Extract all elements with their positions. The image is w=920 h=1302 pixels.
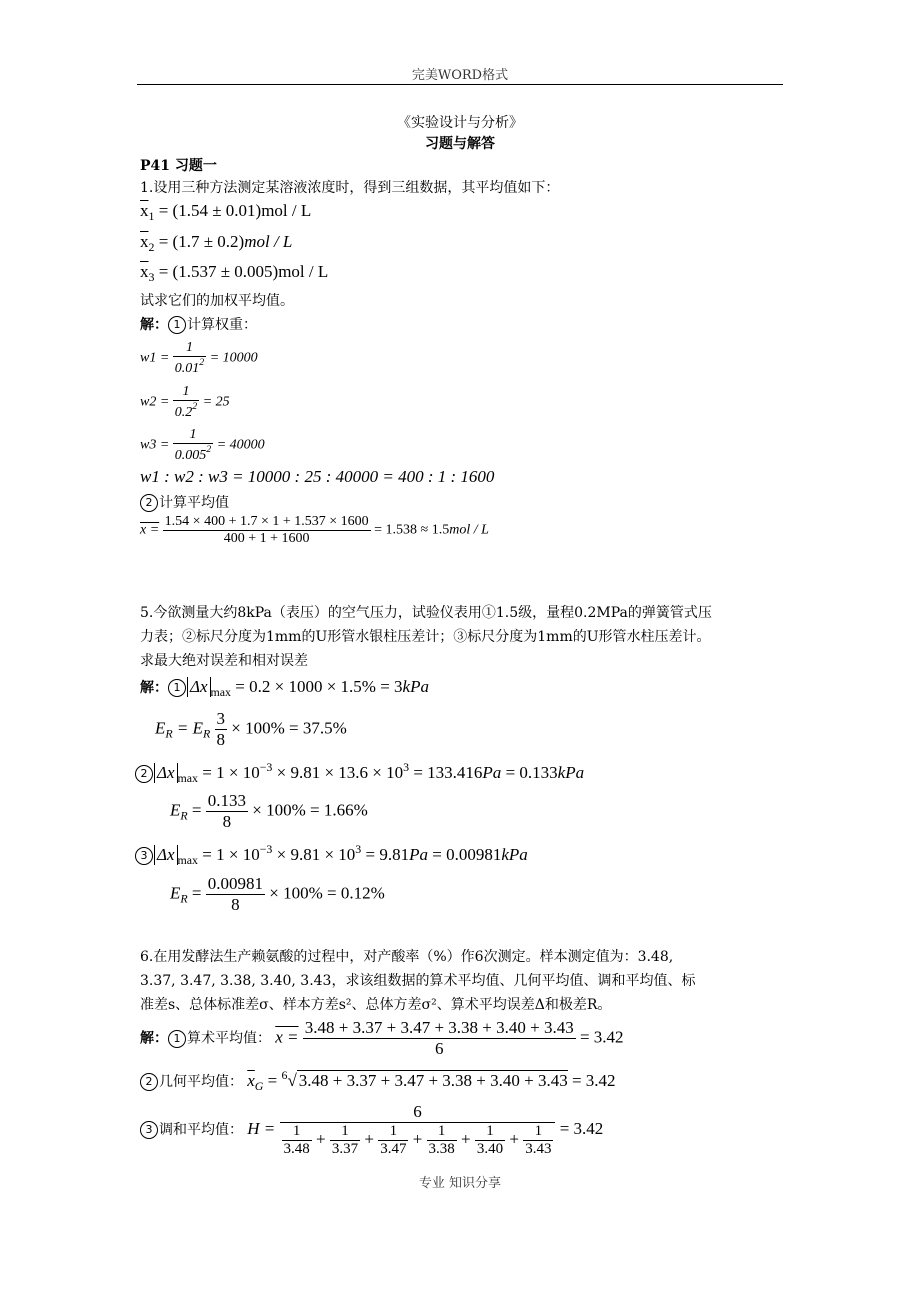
- circled-number: 1: [168, 316, 186, 334]
- w2-numerator: 1: [182, 384, 190, 399]
- x2-value: = (1.7 ± 0.2): [158, 232, 245, 251]
- mean-lhs: x =: [140, 522, 160, 538]
- reciprocal-numerator: 1: [292, 1123, 301, 1139]
- reciprocal-denominator: 3.37: [331, 1141, 359, 1157]
- q1-x3-equation: [140, 262, 328, 285]
- w2-denominator: 0.2: [174, 405, 193, 420]
- mean-unit: mol / L: [449, 522, 489, 538]
- circled-number: 2: [140, 1073, 158, 1091]
- circled-number: 2: [140, 494, 158, 512]
- q5-a-expr: = 0.2 × 1000 × 1.5% = 3: [235, 677, 403, 696]
- root-index: 6: [281, 1068, 288, 1082]
- q5-line1: 5.今欲测量大约8kPa（表压）的空气压力，试验仪表用①1.5级，量程0.2MPa的弹簧管式压: [140, 605, 712, 621]
- mean-rhs: = 1.538 ≈ 1.5: [374, 522, 450, 538]
- max-subscript: max: [177, 771, 199, 785]
- reciprocal-denominator: 3.38: [428, 1141, 455, 1157]
- q6-harm-mean: [140, 1102, 603, 1158]
- harm-mean-denominator: [280, 1122, 556, 1158]
- q5-c-equation: [135, 842, 528, 868]
- arith-mean-rhs: = 3.42: [579, 1027, 624, 1047]
- delta-x: Δx: [187, 677, 211, 697]
- harm-mean-rhs: = 3.42: [559, 1118, 604, 1138]
- q5-b-unit2: kPa: [557, 763, 585, 782]
- harm-mean-numerator: 6: [413, 1102, 422, 1121]
- arith-mean-denominator: 6: [303, 1038, 576, 1059]
- q5-a-equation: [140, 677, 429, 700]
- mean-numerator: 1.54 × 400 + 1.7 × 1 + 1.537 × 1600: [164, 514, 369, 529]
- mean-fraction: [163, 514, 371, 547]
- reciprocal-numerator: 1: [341, 1123, 349, 1139]
- plus-sign: +: [311, 1129, 330, 1149]
- circled-number: 3: [135, 847, 153, 865]
- q5-c-denominator: 8: [206, 894, 265, 915]
- x1-value: = (1.54 ± 0.01)mol / L: [158, 201, 312, 220]
- geo-mean-label: 几何平均值：: [159, 1075, 243, 1090]
- step-label: 计算平均值: [159, 495, 229, 511]
- q5-a-er-rhs: × 100% = 37.5%: [231, 718, 347, 738]
- q1-step2: [140, 492, 229, 512]
- q5-line2: 力表；②标尺分度为1mm的U形管水银柱压差计；③标尺分度为1mm的U形管水柱压差计。: [140, 629, 711, 645]
- circled-number: 2: [135, 765, 153, 783]
- q6-line3: 准差s、总体标准差σ、样本方差s²、总体方差σ²、算术平均误差Δ和极差R。: [140, 997, 612, 1013]
- er-subscript: R: [180, 891, 188, 906]
- er-symbol: E: [170, 883, 181, 903]
- w1-denominator: 0.01: [174, 361, 200, 376]
- q5-b-rhs: = 133.416: [413, 763, 483, 782]
- er-subscript: R: [180, 808, 188, 823]
- solution-label: 解：: [140, 681, 168, 696]
- q5-b-equation: [135, 760, 584, 786]
- reciprocal-numerator: 1: [486, 1123, 494, 1139]
- harm-mean-lhs: H =: [247, 1118, 276, 1138]
- q5-b-exp1: −3: [259, 760, 273, 774]
- doc-subtitle: 习题与解答: [425, 136, 495, 152]
- page-header: 完美WORD格式: [411, 68, 509, 83]
- mean-denominator: 400 + 1 + 1600: [163, 530, 371, 547]
- reciprocal-numerator: 1: [534, 1123, 543, 1139]
- q5-c-unit2: kPa: [501, 845, 528, 864]
- q5-c-er-rhs: × 100% = 0.12%: [269, 883, 385, 903]
- max-subscript: max: [177, 853, 199, 867]
- plus-sign: +: [505, 1129, 524, 1149]
- q5-a-numerator: 3: [216, 709, 226, 728]
- max-subscript: max: [210, 685, 232, 699]
- q5-a-fraction: [215, 709, 228, 750]
- harm-mean-label: 调和平均值：: [159, 1122, 243, 1138]
- q5-b-numerator: 0.133: [207, 791, 246, 810]
- reciprocal-term: [427, 1123, 457, 1158]
- plus-sign: +: [456, 1129, 475, 1149]
- delta-x: Δx: [154, 845, 178, 865]
- x3-value: = (1.537 ± 0.005)mol / L: [158, 262, 329, 281]
- arith-mean-label: 算术平均值：: [187, 1031, 271, 1047]
- w1-rhs: = 10000: [209, 350, 258, 366]
- x3-symbol: $\overline{x}$: [140, 262, 149, 281]
- q6-arith-mean: [140, 1018, 624, 1059]
- q5-line3: 求最大绝对误差和相对误差: [140, 653, 308, 669]
- q5-a-unit: kPa: [402, 677, 429, 696]
- q1-ask: 试求它们的加权平均值。: [140, 293, 294, 309]
- w1-equation: [140, 340, 258, 377]
- circled-number: 3: [140, 1121, 158, 1139]
- section-label: P41 习题一: [140, 158, 217, 174]
- circled-number: 1: [168, 1030, 186, 1048]
- w3-denominator: 0.005: [174, 448, 207, 463]
- q6-geo-mean: [140, 1068, 616, 1094]
- geo-mean-symbol: $\overline{x}$: [247, 1071, 255, 1090]
- w1-numerator: 1: [186, 340, 193, 355]
- circled-number: 1: [168, 679, 186, 697]
- doc-title: 《实验设计与分析》: [397, 115, 523, 131]
- q6-line1: 6.在用发酵法生产赖氨酸的过程中，对产酸率（%）作6次测定。样本测定值为：3.48,: [140, 949, 674, 965]
- reciprocal-denominator: 3.48: [283, 1141, 310, 1157]
- w2-rhs: = 25: [202, 394, 230, 410]
- header-rule: [137, 84, 783, 85]
- reciprocal-numerator: 1: [437, 1123, 446, 1139]
- w3-lhs: w3 =: [140, 437, 170, 453]
- x2-subscript: 2: [148, 240, 155, 254]
- w3-equation: [140, 427, 265, 464]
- w1-lhs: w1 =: [140, 350, 170, 366]
- q5-c-fraction: [206, 874, 265, 915]
- arith-mean-lhs: x =: [275, 1027, 299, 1047]
- q1-step1: [140, 314, 257, 334]
- w3-rhs: = 40000: [216, 437, 265, 453]
- q5-c-relative: $E_R$ = $\frac{0.00981}{8}$ × 100% = 0.12%: [170, 874, 385, 914]
- q5-c-mid: × 9.81 × 10: [276, 845, 356, 864]
- reciprocal-term: [523, 1123, 553, 1158]
- plus-sign: +: [408, 1129, 427, 1149]
- reciprocal-term: [378, 1123, 408, 1158]
- q5-c-exp1: −3: [259, 842, 273, 856]
- er-symbol-2: = E: [176, 718, 204, 738]
- x2-unit: mol / L: [244, 232, 293, 251]
- q5-b-expr: = 1 × 10: [202, 763, 260, 782]
- q5-c-unit1: Pa: [409, 845, 428, 864]
- geo-mean-subscript: G: [254, 1079, 264, 1093]
- w2-fraction: [173, 384, 199, 421]
- q1-x1-equation: [140, 201, 311, 224]
- q5-b-unit1: Pa: [482, 763, 502, 782]
- arith-mean-fraction: [303, 1018, 576, 1059]
- q5-b-relative: $E_R$ = $\frac{0.133}{8}$ × 100% = 1.66%: [170, 791, 368, 831]
- q5-a-relative: [155, 709, 347, 750]
- er-subscript-2: R: [203, 726, 211, 741]
- q5-b-denominator: 8: [206, 811, 248, 832]
- reciprocal-numerator: 1: [389, 1123, 398, 1139]
- reciprocal-denominator: 3.47: [380, 1141, 407, 1157]
- er-symbol: E: [155, 718, 166, 738]
- w3-exponent: 2: [206, 444, 212, 455]
- w3-fraction: [173, 427, 213, 464]
- arith-mean-numerator: 3.48 + 3.37 + 3.47 + 3.38 + 3.40 + 3.43: [304, 1018, 574, 1037]
- step-label: 计算权重：: [187, 317, 257, 333]
- q5-c-expr: = 1 × 10: [202, 845, 260, 864]
- q5-c-exp2: 3: [355, 842, 362, 856]
- q5-c-rhs2: = 0.00981: [432, 845, 502, 864]
- reciprocal-term: [330, 1123, 360, 1158]
- x1-subscript: 1: [148, 209, 155, 223]
- q6-line2: 3.37, 3.47, 3.38, 3.40, 3.43，求该组数据的算术平均值、几何平均值、调和平均值、标: [140, 973, 696, 989]
- reciprocal-denominator: 3.43: [525, 1141, 552, 1157]
- delta-x: Δx: [154, 763, 178, 783]
- q5-b-er-rhs: × 100% = 1.66%: [252, 800, 368, 820]
- x1-symbol: $\overline{x}$: [140, 201, 149, 220]
- q1-text: 1.设用三种方法测定某溶液浓度时，得到三组数据，其平均值如下：: [140, 180, 560, 196]
- er-symbol: E: [170, 800, 181, 820]
- w1-fraction: [173, 340, 206, 377]
- radicand: 3.48 + 3.37 + 3.47 + 3.38 + 3.40 + 3.43: [298, 1071, 568, 1090]
- er-subscript: R: [165, 726, 173, 741]
- geo-mean-rhs: = 3.42: [571, 1071, 616, 1090]
- reciprocal-term: [282, 1123, 312, 1158]
- x2-symbol: $\overline{x}$: [140, 232, 149, 251]
- geo-mean-equals: =: [267, 1071, 278, 1090]
- harm-mean-fraction: [280, 1102, 556, 1158]
- q1-x2-equation: [140, 232, 292, 255]
- q5-c-rhs: = 9.81: [365, 845, 410, 864]
- q5-b-mid: × 9.81 × 13.6 × 10: [276, 763, 404, 782]
- page-footer: 专业 知识分享: [418, 1176, 502, 1191]
- q5-b-fraction: [206, 791, 248, 832]
- q5-c-numerator: 0.00981: [207, 874, 263, 893]
- radical-sign: √: [287, 1071, 297, 1090]
- solution-label: 解：: [140, 317, 168, 333]
- plus-sign: +: [360, 1129, 379, 1149]
- w2-lhs: w2 =: [140, 394, 170, 410]
- w2-exponent: 2: [192, 401, 198, 412]
- w3-numerator: 1: [189, 427, 197, 442]
- solution-label: 解：: [140, 1031, 168, 1047]
- w1-exponent: 2: [199, 357, 205, 368]
- x3-subscript: 3: [148, 270, 155, 284]
- reciprocal-term: [475, 1123, 505, 1158]
- weight-ratio: w1 : w2 : w3 = 10000 : 25 : 40000 = 400 : 1 : 1600: [140, 467, 495, 486]
- reciprocal-denominator: 3.40: [476, 1141, 504, 1157]
- w2-equation: [140, 384, 230, 421]
- q5-b-exp2: 3: [403, 760, 410, 774]
- q5-b-rhs2: = 0.133: [505, 763, 558, 782]
- weighted-mean-equation: [140, 514, 489, 547]
- q5-a-denominator: 8: [216, 730, 226, 749]
